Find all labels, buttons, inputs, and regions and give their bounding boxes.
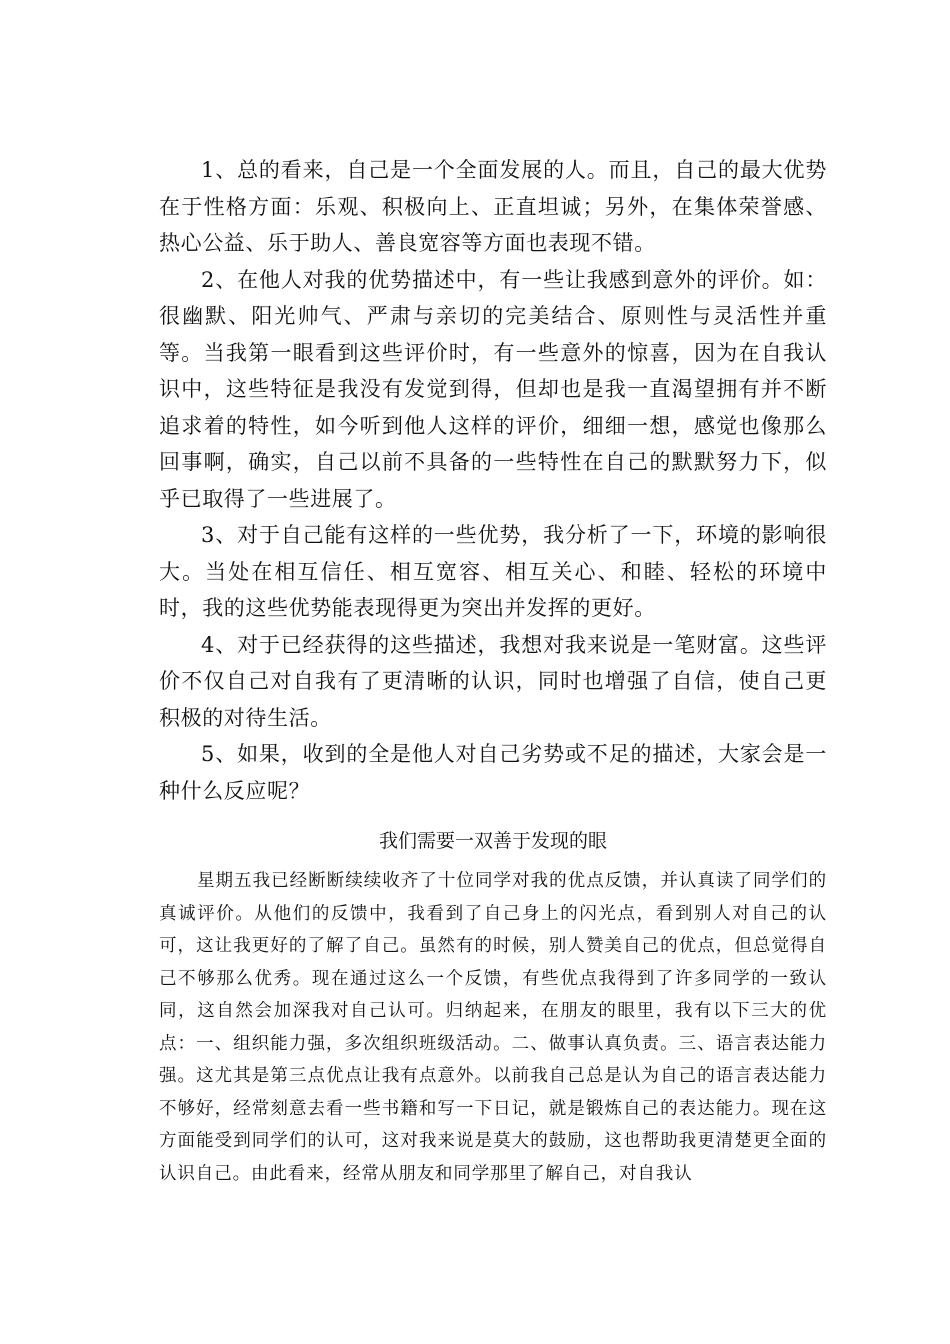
essay-paragraph: 星期五我已经断断续续收齐了十位同学对我的优点反馈，并认真读了同学们的真诚评价。从他们的反馈中，我看到了自己身上的闪光点，看到别人对自己的认可，这让我更好的了解了自己。虽然有的时候，别人赞美自己的优点，但总觉得自己不够那么优秀。现在通过这么一个反馈，有些优点我得到了许多同学的一致认同，这自然会加深我对自己认可。归纳起来，在朋友的眼里，我有以下三大的优点：一、组织能力强，多次组织班级活动。二、做事认真负责。三、语言表达能力强。这尤其是第三点优点让我有点意外。以前我自己总是认为自己的语言表达能力不够好，经常刻意去看一些书籍和写一下日记，就是锻炼自己的表达能力。现在这方面能受到同学们的认可，这对我来说是莫大的鼓励，这也帮助我更清楚更全面的认识自己。由此看来，经常从朋友和同学那里了解自己，对自我认	[159, 871, 827, 1184]
essay-body	[159, 865, 827, 1190]
essay-title: 我们需要一双善于发现的眼	[378, 830, 607, 852]
reflection-section	[159, 152, 827, 809]
paragraph-3: 3、对于自己能有这样的一些优势，我分析了一下，环境的影响很大。当处在相互信任、相互宽容、相互关心、和睦、轻松的环境中时，我的这些优势能表现得更为突出并发挥的更好。	[159, 523, 827, 620]
paragraph-1: 1、总的看来，自己是一个全面发展的人。而且，自己的最大优势在于性格方面：乐观、积极向上、正直坦诚；另外，在集体荣誉感、热心公益、乐于助人、善良宽容等方面也表现不错。	[159, 158, 827, 255]
paragraph-4: 4、对于已经获得的这些描述，我想对我来说是一笔财富。这些评价不仅自己对自我有了更清晰的认识，同时也增强了自信，使自己更积极的对待生活。	[159, 632, 827, 730]
paragraph-5: 5、如果，收到的全是他人对自己劣势或不足的描述，大家会是一种什么反应呢？	[159, 742, 827, 803]
paragraph-2: 2、在他人对我的优势描述中，有一些让我感到意外的评价。如：很幽默、阳光帅气、严肃与亲切的完美结合、原则性与灵活性并重等。当我第一眼看到这些评价时，有一些意外的惊喜，因为在自我认识中，这些特征是我没有发觉到得，但却也是我一直渴望拥有并不断追求着的特性，如今听到他人这样的评价，细细一想，感觉也像那么回事啊，确实，自己以前不具备的一些特性在自己的默默努力下，似乎已取得了一些进展了。	[159, 267, 827, 511]
